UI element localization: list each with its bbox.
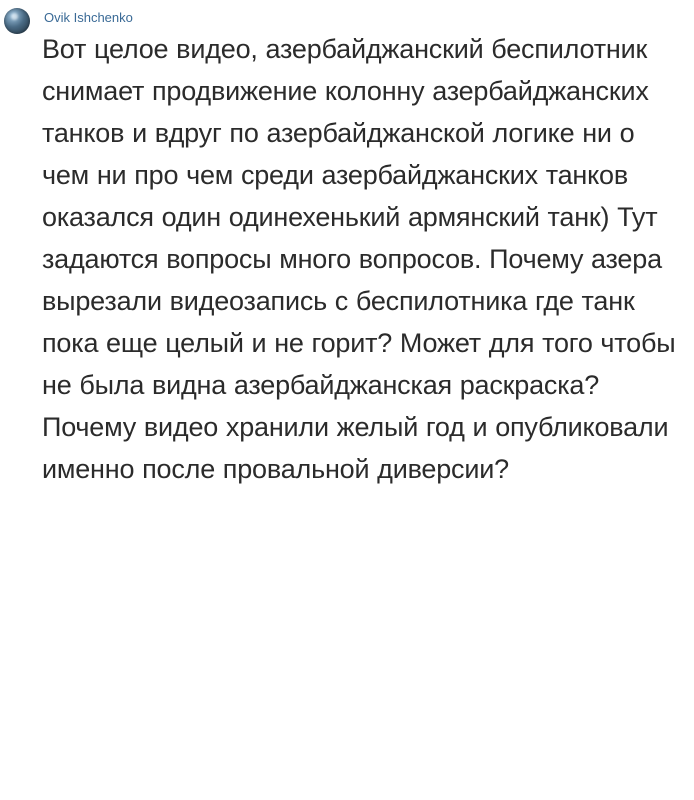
user-avatar-icon[interactable] xyxy=(4,8,30,34)
post-body-text: Вот целое видео, азербайджанский беспилотник снимает продвижение колонну азербайджанских танков и вдруг по азербайджанской логике ни о чем ни про чем среди азербайджанских танков оказался один одинехенький армянский танк) Тут задаются вопросы много вопросов. Почему азера вырезали видеозапись с беспилотника где танк пока еще целый и не горит? Может для того чтобы не была видна азербайджанская раскраска? Почему видео хранили желый год и опубликовали именно после провальной диверсии? xyxy=(42,34,684,484)
post-author-name[interactable]: Ovik Ishchenko xyxy=(44,10,133,25)
